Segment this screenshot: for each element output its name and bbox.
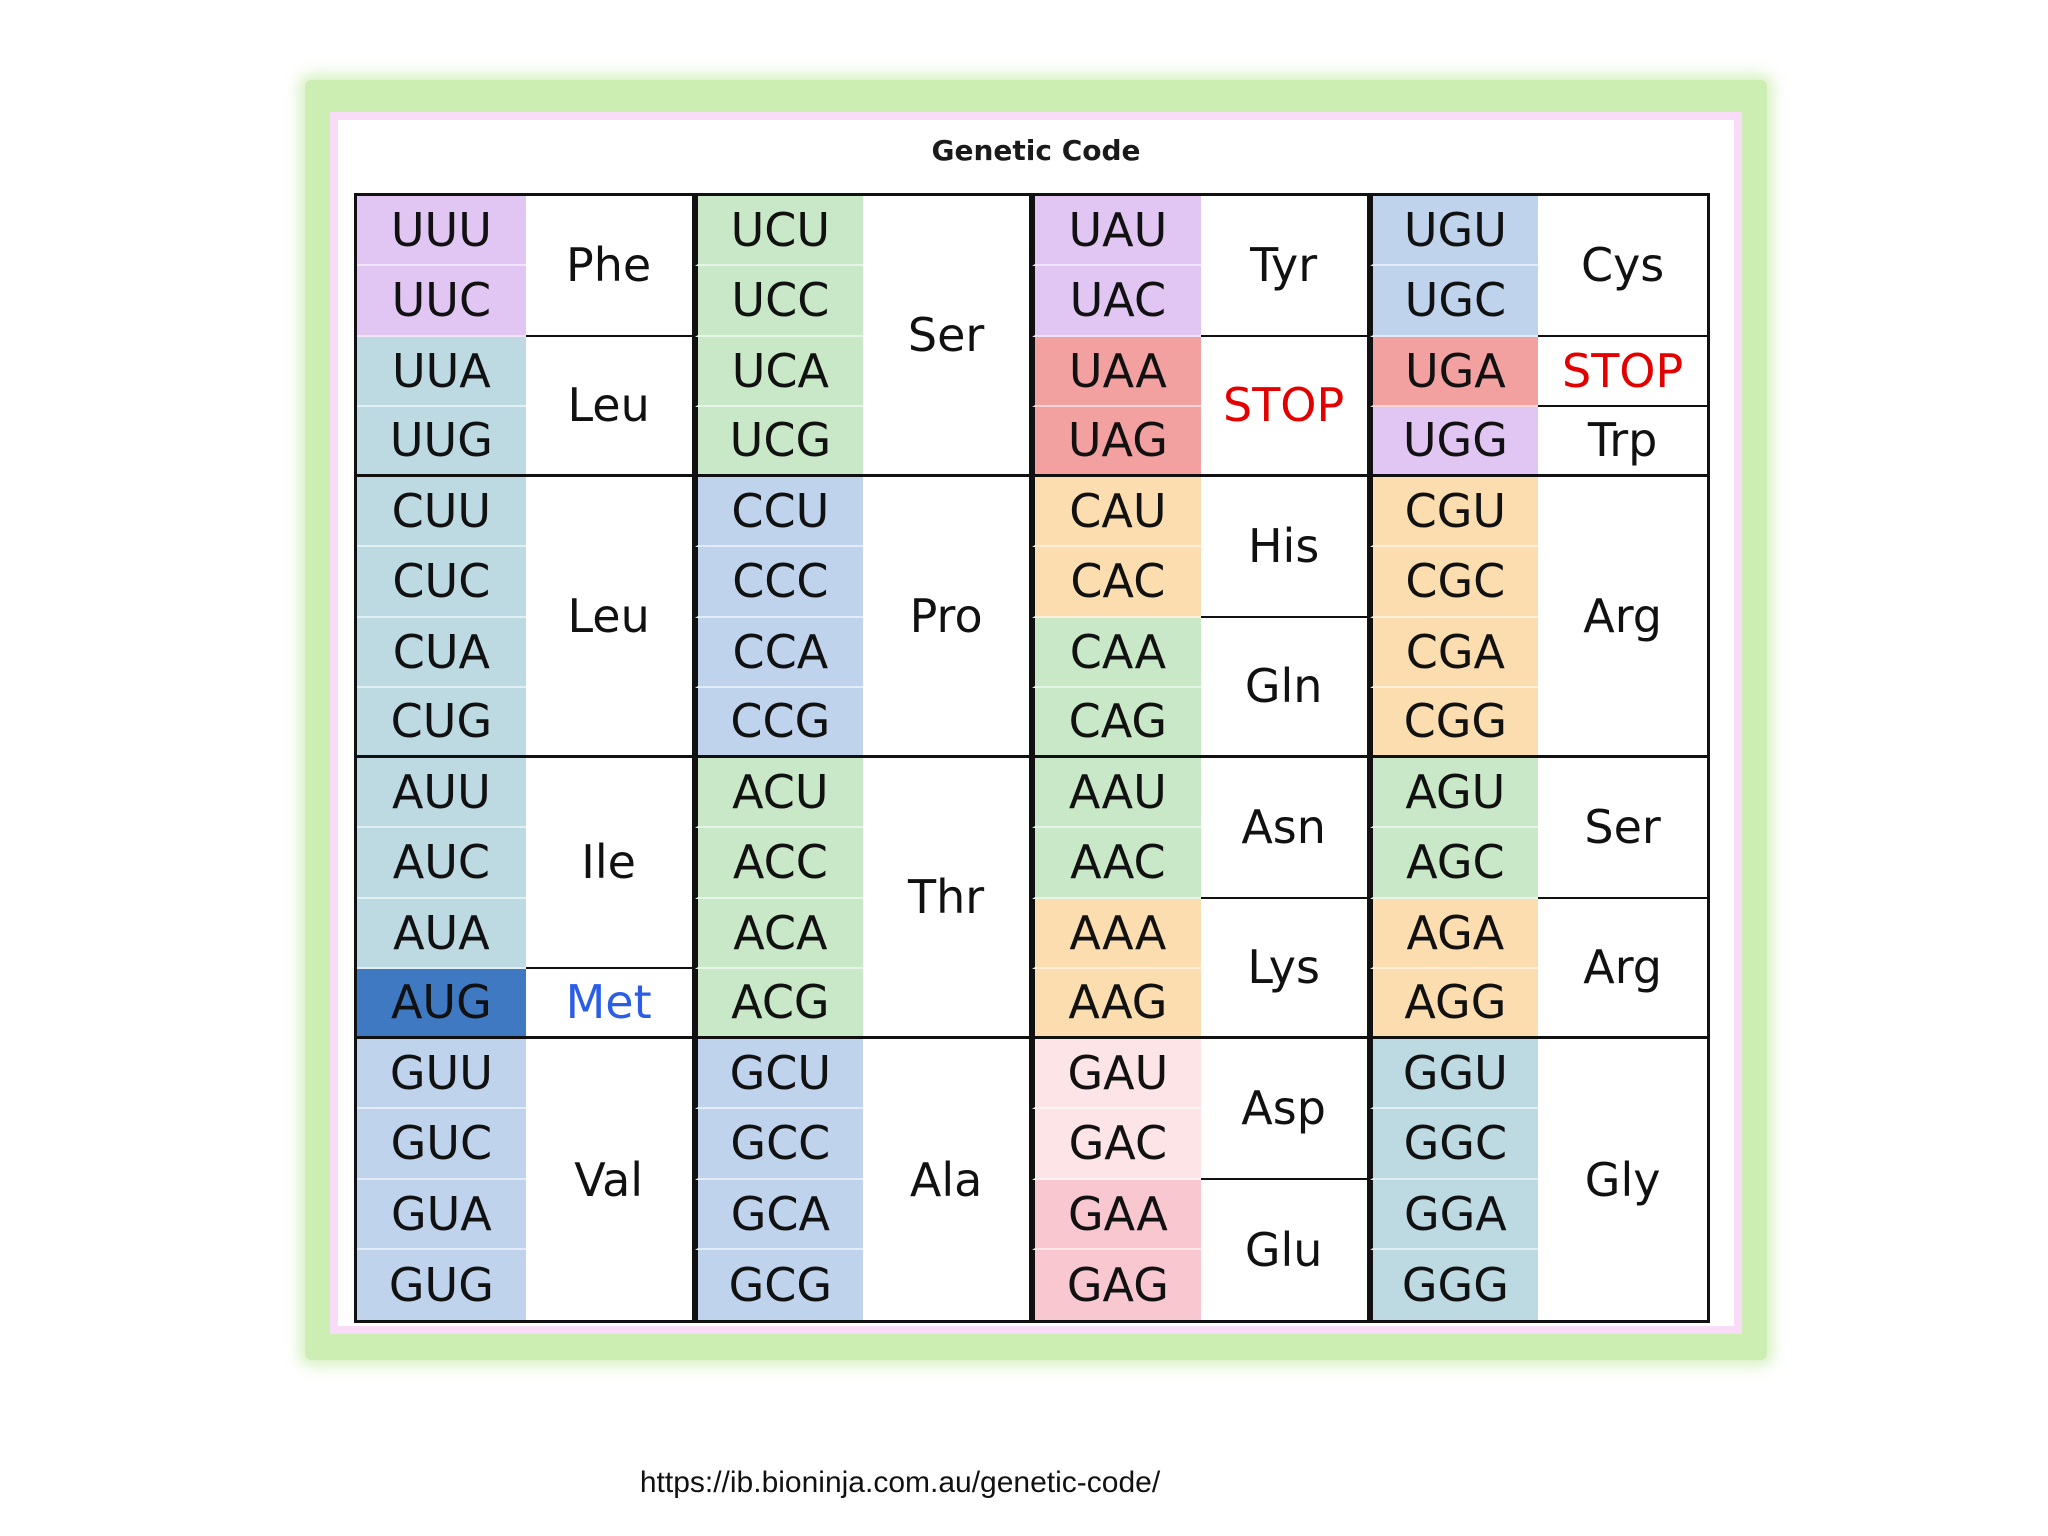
codon-cell-ucg: UCG [695,407,864,477]
amino-acid-arg: Arg [1538,899,1707,1040]
amino-acid-ser: Ser [863,196,1032,477]
codon-cell-agg: AGG [1370,969,1539,1039]
amino-acid-ala: Ala [863,1039,1032,1320]
codon-cell-uau: UAU [1032,196,1201,266]
codon-cell-ugc: UGC [1370,266,1539,336]
codon-cell-ccg: CCG [695,688,864,758]
codon-cell-ccu: CCU [695,477,864,547]
codon-cell-aca: ACA [695,899,864,969]
codon-cell-gcc: GCC [695,1109,864,1179]
codon-cell-ccc: CCC [695,547,864,617]
codon-cell-gca: GCA [695,1180,864,1250]
codon-cell-gug: GUG [357,1250,526,1320]
codon-cell-acg: ACG [695,969,864,1039]
amino-acid-cys: Cys [1538,196,1707,337]
amino-acid-val: Val [526,1039,695,1320]
codon-cell-guu: GUU [357,1039,526,1109]
codon-cell-ucu: UCU [695,196,864,266]
codon-cell-uag: UAG [1032,407,1201,477]
amino-acid-trp: Trp [1538,407,1707,477]
amino-acid-leu: Leu [526,477,695,758]
codon-cell-aga: AGA [1370,899,1539,969]
codon-cell-cca: CCA [695,618,864,688]
codon-cell-uua: UUA [357,337,526,407]
codon-cell-aau: AAU [1032,758,1201,828]
amino-acid-tyr: Tyr [1201,196,1370,337]
codon-cell-cgg: CGG [1370,688,1539,758]
codon-cell-aac: AAC [1032,828,1201,898]
codon-cell-cua: CUA [357,618,526,688]
amino-acid-asp: Asp [1201,1039,1370,1180]
codon-cell-caa: CAA [1032,618,1201,688]
codon-cell-uug: UUG [357,407,526,477]
amino-acid-stop: STOP [1201,337,1370,478]
codon-cell-uuu: UUU [357,196,526,266]
codon-cell-gcg: GCG [695,1250,864,1320]
codon-cell-agc: AGC [1370,828,1539,898]
amino-acid-thr: Thr [863,758,1032,1039]
codon-cell-gaa: GAA [1032,1180,1201,1250]
codon-cell-aua: AUA [357,899,526,969]
amino-acid-pro: Pro [863,477,1032,758]
codon-cell-auu: AUU [357,758,526,828]
codon-cell-cag: CAG [1032,688,1201,758]
amino-acid-phe: Phe [526,196,695,337]
codon-cell-aug: AUG [357,969,526,1039]
codon-cell-ucc: UCC [695,266,864,336]
codon-cell-cgu: CGU [1370,477,1539,547]
codon-cell-cgc: CGC [1370,547,1539,617]
codon-cell-guc: GUC [357,1109,526,1179]
codon-cell-acu: ACU [695,758,864,828]
codon-cell-ugg: UGG [1370,407,1539,477]
codon-cell-cug: CUG [357,688,526,758]
amino-acid-his: His [1201,477,1370,618]
codon-cell-ggg: GGG [1370,1250,1539,1320]
codon-cell-cuc: CUC [357,547,526,617]
codon-cell-uaa: UAA [1032,337,1201,407]
amino-acid-lys: Lys [1201,899,1370,1040]
table-title: Genetic Code [931,134,1141,167]
amino-acid-arg: Arg [1538,477,1707,758]
codon-cell-gua: GUA [357,1180,526,1250]
amino-acid-leu: Leu [526,337,695,478]
codon-cell-uca: UCA [695,337,864,407]
codon-cell-cuu: CUU [357,477,526,547]
codon-cell-gag: GAG [1032,1250,1201,1320]
amino-acid-ser: Ser [1538,758,1707,899]
amino-acid-asn: Asn [1201,758,1370,899]
codon-cell-ggu: GGU [1370,1039,1539,1109]
codon-cell-gcu: GCU [695,1039,864,1109]
amino-acid-stop: STOP [1538,337,1707,407]
codon-cell-uga: UGA [1370,337,1539,407]
codon-cell-ggc: GGC [1370,1109,1539,1179]
codon-cell-cau: CAU [1032,477,1201,547]
codon-cell-ugu: UGU [1370,196,1539,266]
amino-acid-ile: Ile [526,758,695,969]
codon-cell-agu: AGU [1370,758,1539,828]
amino-acid-gly: Gly [1538,1039,1707,1320]
amino-acid-glu: Glu [1201,1180,1370,1321]
codon-cell-aaa: AAA [1032,899,1201,969]
codon-cell-uac: UAC [1032,266,1201,336]
genetic-code-table [354,193,1710,1323]
codon-cell-uuc: UUC [357,266,526,336]
codon-cell-cga: CGA [1370,618,1539,688]
source-url: https://ib.bioninja.com.au/genetic-code/ [639,1466,1161,1499]
codon-cell-gau: GAU [1032,1039,1201,1109]
codon-cell-aag: AAG [1032,969,1201,1039]
codon-cell-gga: GGA [1370,1180,1539,1250]
amino-acid-met: Met [526,969,695,1039]
amino-acid-gln: Gln [1201,618,1370,759]
codon-cell-cac: CAC [1032,547,1201,617]
codon-cell-gac: GAC [1032,1109,1201,1179]
codon-cell-auc: AUC [357,828,526,898]
codon-cell-acc: ACC [695,828,864,898]
